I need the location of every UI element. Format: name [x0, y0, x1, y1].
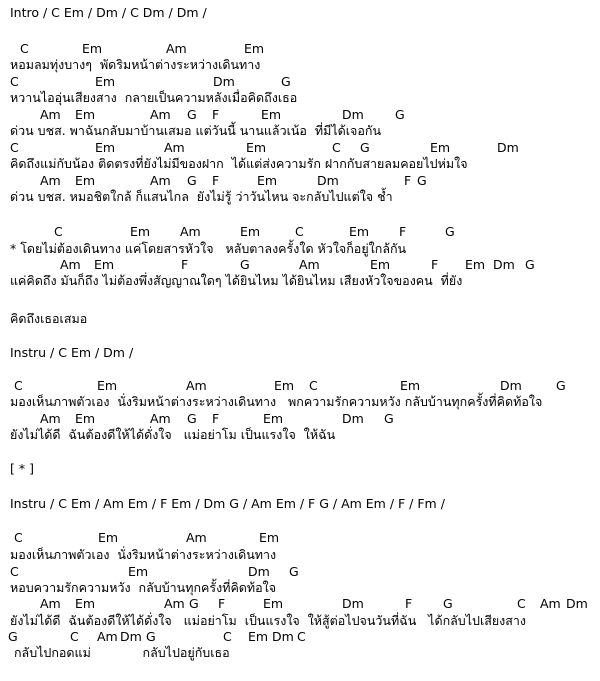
chord-symbol: C [20, 41, 29, 56]
chord-symbol: Am [40, 411, 61, 426]
chord-symbol: Em [274, 378, 295, 393]
lyric-text: แค่คิดถึง มันก็ถึง ไม่ต้องพึ่งสัญญาณใดๆ ได้ยินไหม ได้ยินไหม เสียงหัวใจของคน ที่ยัง [10, 273, 463, 288]
chord-symbol: Am [40, 107, 61, 122]
chord-symbol: F [405, 596, 413, 611]
chord-symbol: Em [240, 224, 261, 239]
section-text: [ * ] [10, 461, 34, 476]
chord-symbol: Em [430, 140, 451, 155]
chord-symbol: Am [97, 629, 118, 644]
chord-symbol: Am [540, 596, 561, 611]
lyric-text: คิดถึงแม่กับน้อง ติดตรงที่ยังไม่มีของฝาก ได้แต่ส่งความรัก ฝากกับสายลมคอยไปห่มใจ [10, 156, 468, 171]
section-line [0, 344, 600, 362]
chord-symbol: Em [95, 74, 116, 89]
lyric-text: ด่วน บชส. หมอชิตใกล้ ก็แสนไกล ยังไม่รู้ ว่าวันไหน จะกลับไปแต่ใจ ช้ำ [10, 189, 393, 204]
chord-symbol: Em [400, 378, 421, 393]
chord-symbol: F [399, 224, 407, 239]
chord-symbol: Am [40, 596, 61, 611]
chord-symbol: F [218, 596, 226, 611]
chord-symbol: Am [60, 257, 81, 272]
chord-symbol: C [223, 629, 232, 644]
chord-symbol: Em [349, 224, 370, 239]
chord-symbol: G [384, 411, 394, 426]
lyric-line [0, 546, 600, 564]
chord-symbol: G [556, 378, 566, 393]
chord-symbol: G [8, 629, 18, 644]
chord-symbol: Am [166, 41, 187, 56]
chord-symbol: F [404, 173, 412, 188]
chord-symbol: Am [164, 140, 185, 155]
lyric-text: ด่วน บชส. พาฉันกลับมาบ้านเสมอ แต่วันนี้ นานแล้วเน้อ ที่มีได้เจอกัน [10, 123, 381, 138]
lyric-text: มองเห็นภาพตัวเอง นั่งริมหน้าต่างระหว่างเดินทาง พกความรักความหวัง กลับบ้านทุกครั้งที่คิดท้อใจ [10, 394, 543, 409]
section-text: Instru / C Em / Am Em / F Em / Dm G / Am Em / F G / Am Em / F / Fm / [10, 496, 445, 511]
lyric-text: หวานไออุ่นเสียงสาง กลายเป็นความหลังเมื่อคิดถึงเธอ [10, 90, 298, 105]
chord-symbol: Am [40, 173, 61, 188]
lyric-text: ยังไม่ได้ดี ฉันต้องดีให้ได้ดั่งใจ แม่อย่าโม เป็นแรงใจ ให้ฉัน [10, 427, 336, 442]
chord-symbol: F [181, 257, 189, 272]
chord-symbol: C [517, 596, 526, 611]
chord-line [0, 223, 600, 241]
section-line [0, 495, 600, 513]
chord-symbol: Em [465, 257, 486, 272]
lyric-line [0, 56, 600, 74]
section-line [0, 460, 600, 478]
lyric-line [0, 393, 600, 411]
chord-symbol: G [525, 257, 535, 272]
chord-symbol: Em [257, 173, 278, 188]
chord-symbol: G [189, 596, 199, 611]
chord-symbol: C [70, 629, 79, 644]
lyric-line [0, 272, 600, 290]
chord-symbol: Am [186, 378, 207, 393]
chord-symbol: Dm [272, 629, 294, 644]
chord-symbol: Em [370, 257, 391, 272]
chord-symbol: G [443, 596, 453, 611]
section-text: Intro / C Em / Dm / C Dm / Dm / [10, 5, 207, 20]
chord-symbol: C [14, 530, 23, 545]
chord-symbol: G [417, 173, 427, 188]
chord-symbol: Dm [248, 564, 270, 579]
lyric-line [0, 426, 600, 444]
chord-symbol: Em [130, 224, 151, 239]
chord-symbol: C [14, 378, 23, 393]
chord-symbol: Em [75, 411, 96, 426]
chord-symbol: Em [98, 530, 119, 545]
chord-symbol: Am [186, 530, 207, 545]
chord-line [0, 595, 600, 613]
chord-symbol: Em [75, 596, 96, 611]
chord-symbol: G [240, 257, 250, 272]
chord-symbol: G [146, 629, 156, 644]
chord-symbol: G [281, 74, 291, 89]
lyric-line [0, 89, 600, 107]
chord-symbol: C [10, 140, 19, 155]
chord-symbol: C [332, 140, 341, 155]
chord-symbol: G [360, 140, 370, 155]
chord-symbol: G [187, 411, 197, 426]
chord-symbol: Em [94, 257, 115, 272]
chord-symbol: C [309, 378, 318, 393]
lyric-text: * โดยไม่ต้องเดินทาง แค่โดยสารหัวใจ หลับตาลงครั้งใด หัวใจก็อยู่ใกล้กัน [10, 241, 407, 256]
lyric-text: หอบความรักความหวัง กลับบ้านทุกครั้งที่คิดท้อใจ [10, 580, 277, 595]
chord-symbol: F [212, 173, 220, 188]
chord-symbol: Em [75, 173, 96, 188]
chord-symbol: Em [261, 107, 282, 122]
chord-symbol: C [295, 224, 304, 239]
chord-symbol: Am [164, 596, 185, 611]
chord-symbol: Em [263, 411, 284, 426]
chord-symbol: Am [150, 411, 171, 426]
chord-symbol: G [289, 564, 299, 579]
chord-symbol: Em [128, 564, 149, 579]
chord-symbol: C [10, 74, 19, 89]
lyric-line [0, 644, 600, 662]
chord-symbol: Dm [342, 596, 364, 611]
chord-symbol: G [187, 173, 197, 188]
chord-symbol: Dm [497, 140, 519, 155]
chord-symbol: C [297, 629, 306, 644]
chord-symbol: Em [259, 530, 280, 545]
lyric-text: ยังไม่ได้ดี ฉันต้องดีให้ได้ดั่งใจ แม่อย่าโม เป็นแรงใจ ให้สู้ต่อไปจนวันที่ฉัน ได้กลับไปเสียงสาง [10, 613, 527, 628]
lyric-text: กลับไปกอดแม่ กลับไปอยู่กับเธอ [10, 645, 230, 660]
lyric-line [0, 155, 600, 173]
chord-symbol: Dm [120, 629, 142, 644]
chord-symbol: Dm [500, 378, 522, 393]
section-text: Instru / C Em / Dm / [10, 345, 134, 360]
chord-symbol: Em [263, 596, 284, 611]
chord-symbol: G [187, 107, 197, 122]
chord-symbol: G [445, 224, 455, 239]
lyric-line [0, 310, 600, 328]
chord-symbol: Em [248, 629, 269, 644]
chord-symbol: G [395, 107, 405, 122]
chord-symbol: Em [82, 41, 103, 56]
chord-symbol: Em [246, 140, 267, 155]
chord-symbol: Em [95, 140, 116, 155]
chord-symbol: Em [97, 378, 118, 393]
chord-symbol: F [212, 411, 220, 426]
chord-symbol: Dm [493, 257, 515, 272]
chord-symbol: Am [299, 257, 320, 272]
lyric-line [0, 122, 600, 140]
chord-symbol: C [54, 224, 63, 239]
chord-symbol: Dm [566, 596, 588, 611]
chord-symbol: Dm [342, 411, 364, 426]
chord-symbol: Dm [213, 74, 235, 89]
chord-symbol: C [10, 564, 19, 579]
chord-symbol: Am [180, 224, 201, 239]
chord-symbol: Em [75, 107, 96, 122]
section-line [0, 4, 600, 22]
chord-symbol: Em [244, 41, 265, 56]
chord-symbol: Dm [317, 173, 339, 188]
chord-symbol: Am [150, 107, 171, 122]
lyric-text: คิดถึงเธอเสมอ [10, 311, 88, 326]
chord-symbol: Am [150, 173, 171, 188]
chord-line [0, 529, 600, 547]
chord-symbol: Dm [342, 107, 364, 122]
lyric-text: มองเห็นภาพตัวเอง นั่งริมหน้าต่างระหว่างเดินทาง [10, 547, 277, 562]
chord-symbol: F [431, 257, 439, 272]
lyric-line [0, 188, 600, 206]
chord-symbol: F [212, 107, 220, 122]
lyric-text: หอมลมทุ่งบางๆ พัดริมหน้าต่างระหว่างเดินทาง [10, 57, 261, 72]
